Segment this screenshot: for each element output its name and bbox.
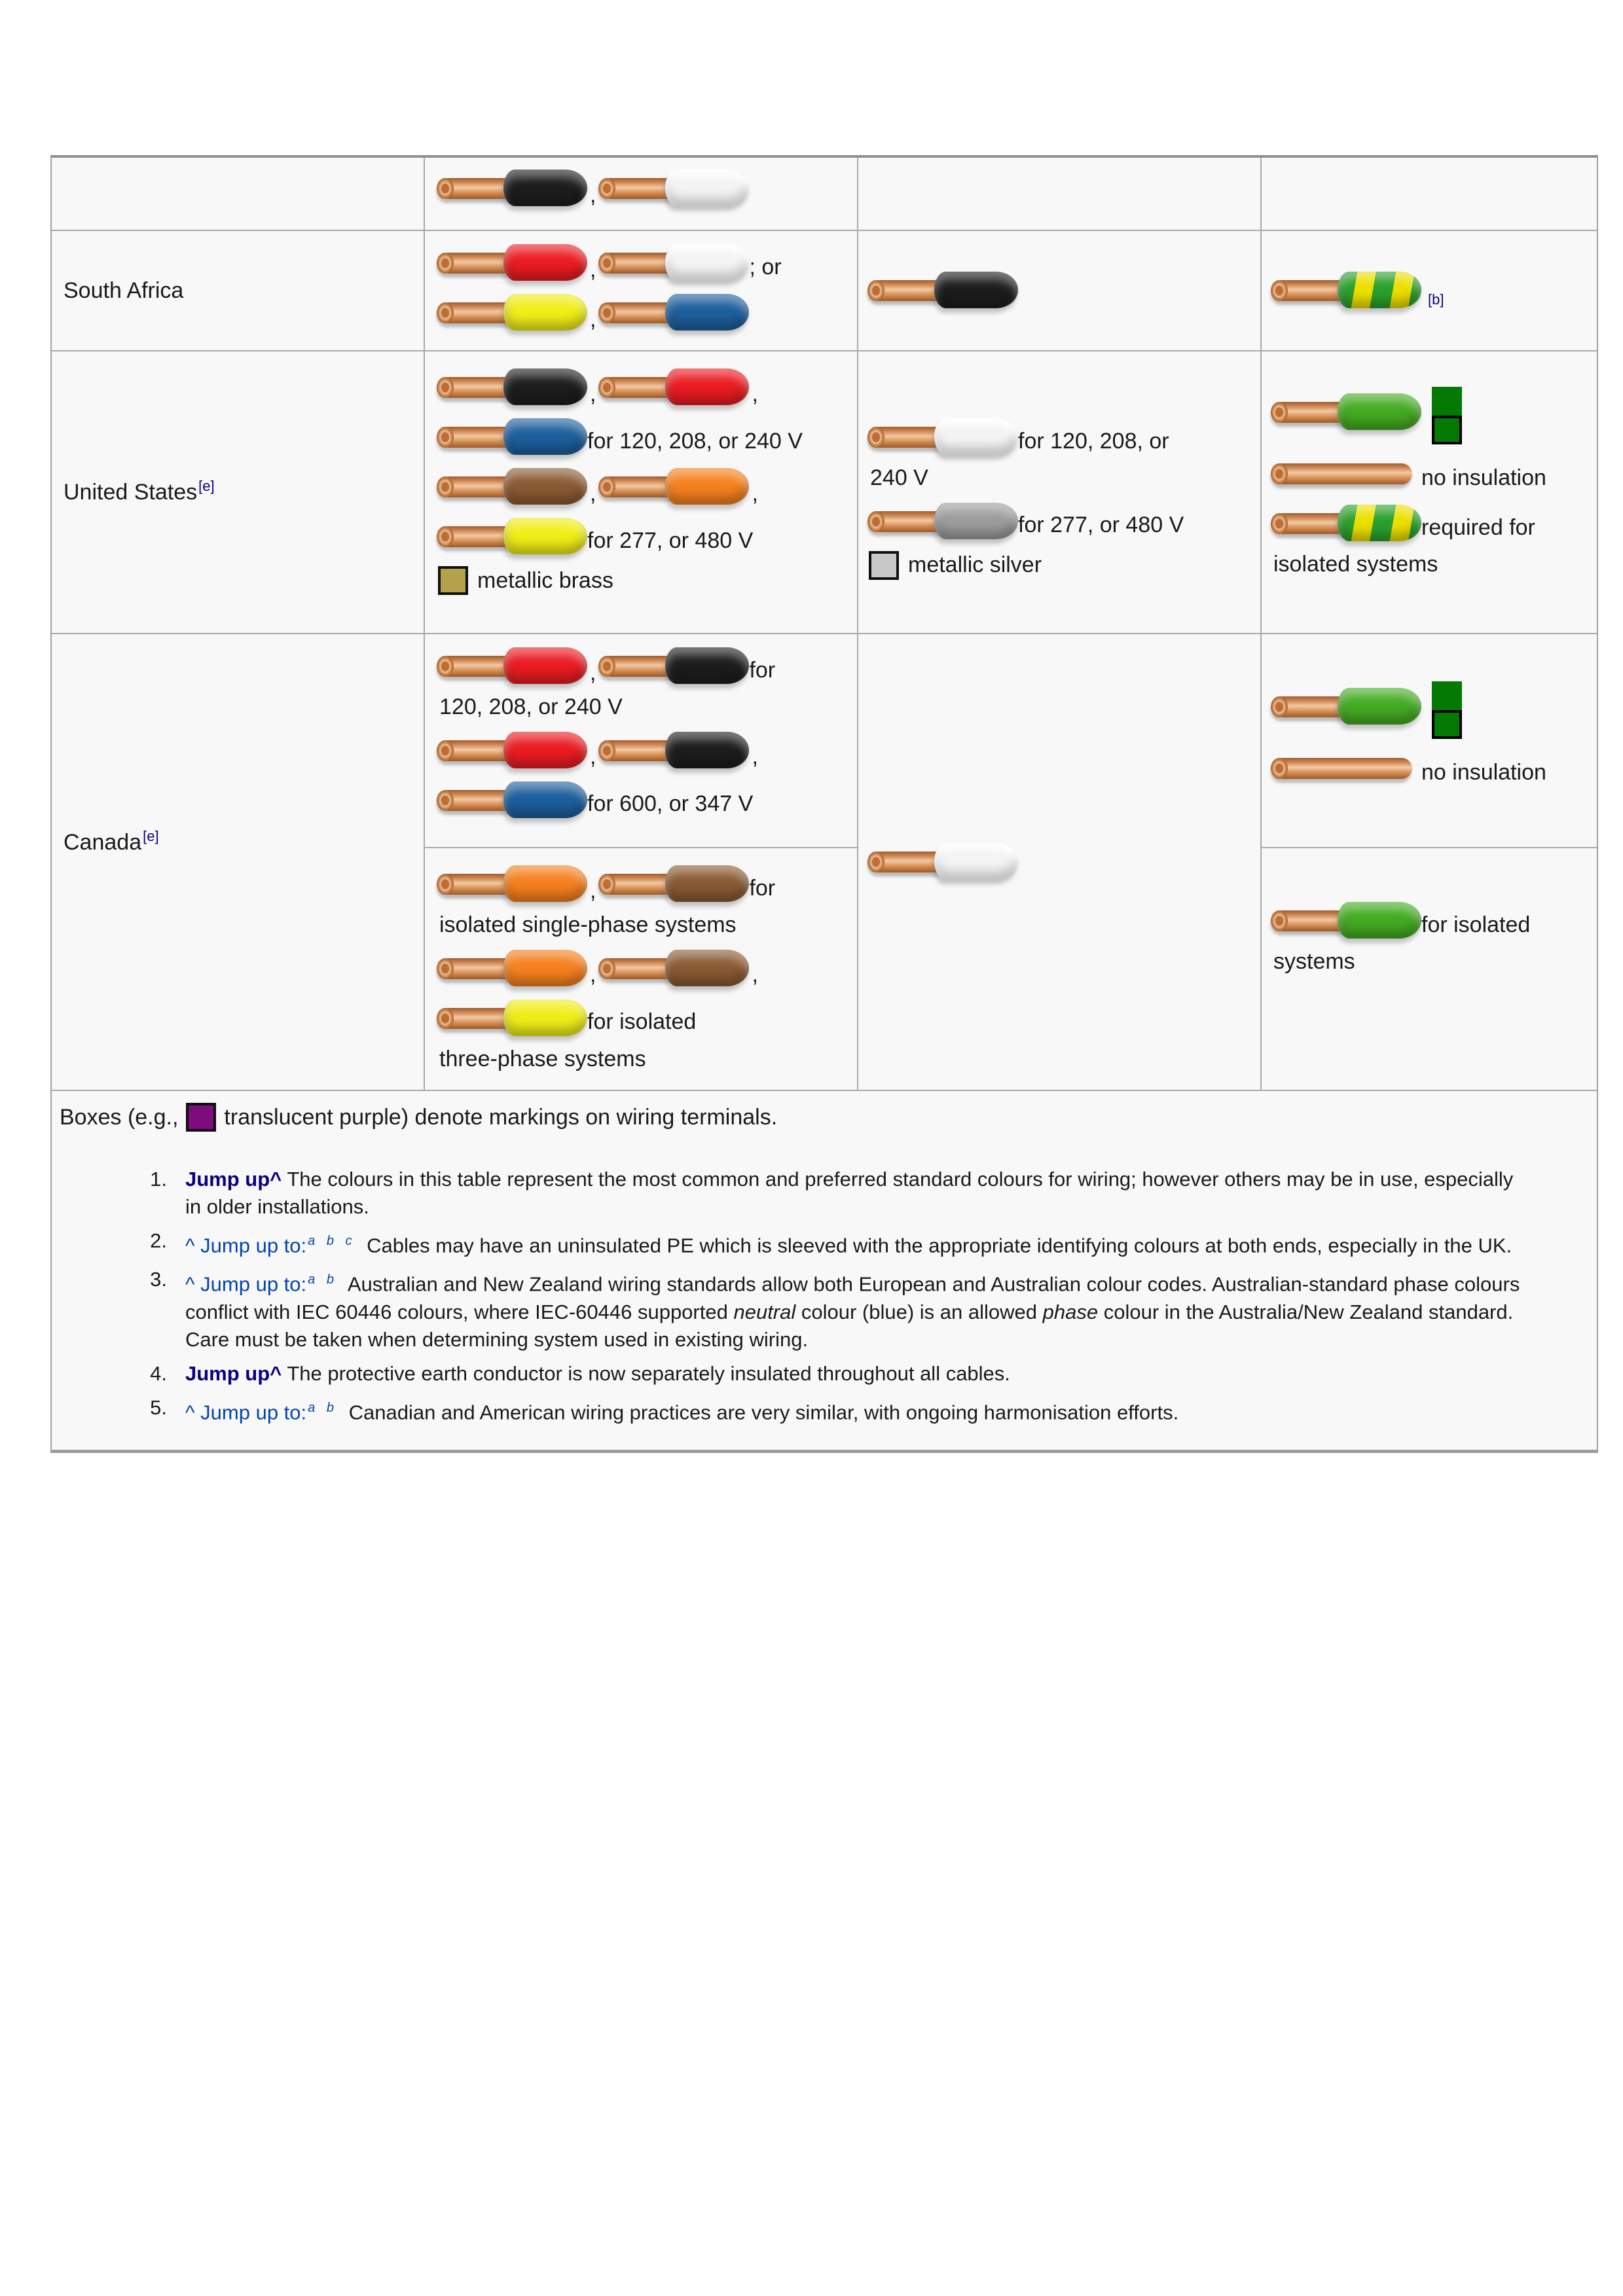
jump-up-to-link[interactable]: Jump up to: [200,1272,307,1296]
footnote-body [185,1166,1527,1221]
silver-label: metallic silver [908,552,1042,578]
bare-copper-wire-icon[interactable] [1272,454,1421,494]
footnote-text: The colours in this table represent the most common and preferred standard colours for wiring; however others may be in use, especially in older installations. [185,1168,1514,1218]
wire-brown-icon[interactable] [438,467,587,507]
yellow-jacket [503,518,587,554]
black-jacket [665,647,749,684]
comma: , [590,306,596,332]
green-jacket [1338,393,1421,430]
caption-neutral-low: for 120, 208, or [1018,428,1169,454]
footnote-ref-b-link[interactable]: [b] [1428,291,1444,308]
footnote-number: 5. [150,1395,167,1419]
comma: , [752,480,758,506]
black-jacket [934,272,1018,308]
grey-jacket [934,503,1018,539]
country-cell-empty [52,158,425,231]
wire-black-icon[interactable] [438,168,587,209]
wire-line [438,293,850,333]
jump-up-link[interactable]: Jump up^ [185,1168,282,1191]
footnote-number: 1. [150,1168,167,1191]
footnote-text: The protective earth conductor is now separately insulated throughout all cables. [287,1361,1010,1385]
black-jacket [503,368,587,405]
caption-iso-three: for isolated [587,1009,697,1034]
country-label [64,478,215,507]
footnote-italic: neutral [733,1300,796,1323]
wire-line [438,948,850,989]
wire-line [1272,503,1590,544]
wire-blue-icon[interactable] [438,780,587,821]
brown-jacket [503,468,587,505]
footnote-text: Canadian and American wiring practices are very similar, with ongoing harmonisation efforts. [348,1400,1179,1424]
wire-orange-icon[interactable] [438,948,587,989]
canada-earth-standard-subcell [1262,634,1597,848]
wire-yellow-icon[interactable] [438,516,587,557]
comma: , [590,381,596,406]
wire-line [438,780,850,821]
wire-black-icon[interactable] [869,270,1018,311]
green-jacket [1338,902,1421,939]
table-row-partial [52,158,1597,231]
canada-earth-cell [1262,634,1597,1091]
wire-line [438,864,850,905]
wire-line [438,367,850,408]
footnote-item [128,1166,1581,1221]
brown-jacket [665,950,749,986]
green-box-outlined-icon [1432,710,1462,739]
white-jacket [665,244,749,281]
red-jacket [503,647,587,684]
white-jacket [665,170,749,206]
footnote-italic: phase [1042,1300,1099,1323]
country-cell-united-states [52,351,425,634]
footnote-text: Cables may have an uninsulated PE which is sleeved with the appropriate identifying colours at both ends, especially in the UK. [367,1234,1512,1257]
white-jacket [934,843,1018,880]
green-box-icon [1432,681,1462,710]
footnote-body [185,1266,1527,1353]
caption-no-insulation: no insulation [1421,465,1546,490]
caption-for: for [749,875,776,901]
wire-line [438,417,850,457]
jump-up-link[interactable]: Jump up^ [185,1361,282,1385]
table-row-south-africa [52,231,1597,351]
wire-black-icon[interactable] [438,367,587,408]
wire-line [1272,901,1590,941]
red-jacket [665,368,749,405]
boxes-note-prefix: Boxes (e.g., [60,1104,179,1130]
wire-line [438,243,850,283]
notes-cell [52,1091,1597,1450]
wire-blue-icon[interactable] [600,293,749,333]
canada-neutral-cell [858,634,1262,1091]
us-phase-cell [425,351,858,634]
caption-earth-isolated: for isolated [1421,912,1531,937]
green-terminal-boxes[interactable] [1432,387,1462,444]
metallic-brass-box-icon[interactable] [438,566,468,595]
comma: , [590,962,596,987]
caption-volt-600: for 600, or 347 V [587,791,754,816]
wire-line [438,516,850,557]
wire-line [438,730,850,771]
comma: , [752,381,758,406]
footnote-number: 3. [150,1268,167,1291]
backref-letters-link[interactable]: a b c [308,1234,356,1248]
us-neutral-cell [858,351,1262,634]
wire-green-icon[interactable] [1272,392,1421,433]
table-row-united-states [52,351,1597,634]
footnote-text: colour (blue) is an allowed [795,1300,1043,1323]
comma: , [590,480,596,506]
table-row-canada [52,634,1597,1091]
country-label [64,829,159,857]
table-row-notes [52,1091,1597,1450]
wire-white-icon[interactable] [600,168,749,209]
or-separator: ; or [749,254,782,279]
wire-green-yellow-icon[interactable] [1272,503,1421,544]
caption-volt-high: for 277, or 480 V [587,528,754,553]
wire-line [869,417,1254,457]
wire-grey-icon[interactable] [869,501,1018,542]
comma: , [590,182,596,207]
wire-black-icon[interactable] [600,730,749,771]
caption-for: for [749,657,776,683]
wire-yellow-icon[interactable] [438,998,587,1039]
caption-iso-three-wrap: three-phase systems [439,1046,646,1071]
wire-line [1272,748,1590,789]
wire-yellow-icon[interactable] [438,293,587,333]
comma: , [752,962,758,987]
wire-line [869,501,1254,542]
caption-required-for: required for [1421,514,1535,540]
wiring-colour-table [50,155,1598,1453]
jump-up-to-link[interactable]: Jump up to: [200,1234,307,1257]
wire-red-icon[interactable] [438,730,587,771]
footnote-body [185,1360,1527,1388]
wire-line [438,998,850,1039]
earth-cell-partial [1262,158,1597,231]
neutral-cell-partial [858,158,1262,231]
wire-white-icon[interactable] [600,243,749,283]
south-africa-neutral-cell [858,231,1262,351]
boxes-note-suffix: translucent purple) denote markings on wiring terminals. [224,1104,778,1130]
caption-neutral-low-wrap: 240 V [870,465,928,490]
wire-line [1272,687,1590,739]
canada-phase-cell [425,634,858,1091]
phase-cell-partial [425,158,858,231]
wire-orange-icon[interactable] [438,864,587,905]
caption-iso-single-wrap: isolated single-phase systems [439,912,737,937]
footnote-item [128,1266,1581,1353]
wire-line [1272,454,1590,494]
wire-white-icon[interactable] [869,842,1018,882]
comma: , [590,660,596,685]
black-jacket [503,170,587,206]
footnote-number: 2. [150,1229,167,1252]
footnote-ref-e-link[interactable]: [e] [198,478,215,495]
country-label: South Africa [64,278,184,303]
footnote-body [185,1227,1527,1259]
legend-line [869,551,1254,580]
orange-jacket [503,865,587,902]
footnote-item [128,1360,1581,1388]
canada-phase-standard-subcell [425,634,857,848]
country-name: United States [64,479,198,505]
caption-volt-low: for 120, 208, or 240 V [587,428,803,454]
comma: , [590,878,596,903]
wire-red-icon[interactable] [438,646,587,687]
orange-jacket [665,468,749,505]
caption-earth-isolated-wrap: systems [1273,949,1355,974]
green-yellow-jacket [1338,272,1421,308]
wire-blue-icon[interactable] [438,417,587,457]
translucent-purple-box-icon[interactable] [186,1103,216,1132]
orange-jacket [503,950,587,986]
caret-link[interactable]: ^ [185,1234,195,1257]
wire-white-icon[interactable] [869,417,1018,457]
caret-link[interactable]: ^ [185,1400,195,1424]
wire-green-icon[interactable] [1272,901,1421,941]
comma: , [590,257,596,282]
black-jacket [665,732,749,768]
jump-up-to-link[interactable]: Jump up to: [200,1400,307,1424]
caption-volt-low-wrap: 120, 208, or 240 V [439,694,623,719]
wire-brown-icon[interactable] [600,864,749,905]
canada-earth-isolated-subcell [1262,848,1597,1090]
wire-red-icon[interactable] [600,367,749,408]
caption-neutral-high: for 277, or 480 V [1018,512,1184,537]
comma: , [590,744,596,769]
caption-no-insulation: no insulation [1421,759,1546,785]
comma: , [752,744,758,769]
wire-line [438,467,850,507]
us-earth-cell [1262,351,1597,634]
footnote-item [128,1227,1581,1259]
copper-core [1272,463,1412,484]
green-box-icon [1432,387,1462,416]
footnote-body [185,1394,1527,1426]
yellow-jacket [503,999,587,1036]
backref-letters-link[interactable]: a b [308,1400,338,1415]
wire-orange-icon[interactable] [600,467,749,507]
blue-jacket [503,781,587,818]
wire-black-icon[interactable] [600,646,749,687]
south-africa-earth-cell [1262,231,1597,351]
wire-green-icon[interactable] [1272,687,1421,727]
caret-link[interactable]: ^ [185,1272,195,1296]
copper-core [1272,758,1412,779]
wire-line [438,168,850,209]
green-jacket [1338,688,1421,725]
legend-line [438,566,850,595]
country-cell-south-africa [52,231,425,351]
caption-required-wrap: isolated systems [1273,552,1438,577]
wire-line [438,646,850,687]
boxes-note [60,1103,1581,1132]
footnote-number: 4. [150,1361,167,1385]
brown-jacket [665,865,749,902]
country-name: Canada [64,829,142,855]
green-box-outlined-icon [1432,416,1462,444]
footnote-ref-e-link[interactable]: [e] [143,828,159,845]
metallic-silver-box-icon[interactable] [869,551,899,580]
bare-copper-wire-icon[interactable] [1272,748,1421,789]
green-yellow-jacket [1338,505,1421,541]
country-cell-canada [52,634,425,1091]
footnote-list [128,1166,1581,1426]
backref-letters-link[interactable]: a b [308,1272,338,1287]
wire-line [1272,392,1590,444]
yellow-jacket [503,294,587,331]
green-terminal-boxes[interactable] [1432,681,1462,739]
footnote-text: Australian and New Zealand wiring standards allow both European and Australian colour codes. Australian-standard phase colours conflict with IEC 60446 colours, where IEC-60446 supported [185,1272,1520,1323]
wire-red-icon[interactable] [438,243,587,283]
footnote-item [128,1394,1581,1426]
wire-green-yellow-icon[interactable] [1272,270,1421,311]
red-jacket [503,244,587,281]
blue-jacket [665,294,749,331]
wire-brown-icon[interactable] [600,948,749,989]
footnote-text: colour in the Australia/New Zealand standard. Care must be taken when determining system used in existing wiring. [185,1300,1514,1351]
canada-phase-isolated-subcell [425,848,857,1090]
brass-label: metallic brass [477,567,613,593]
blue-jacket [503,418,587,455]
south-africa-phase-cell [425,231,858,351]
red-jacket [503,732,587,768]
white-jacket [934,418,1018,455]
